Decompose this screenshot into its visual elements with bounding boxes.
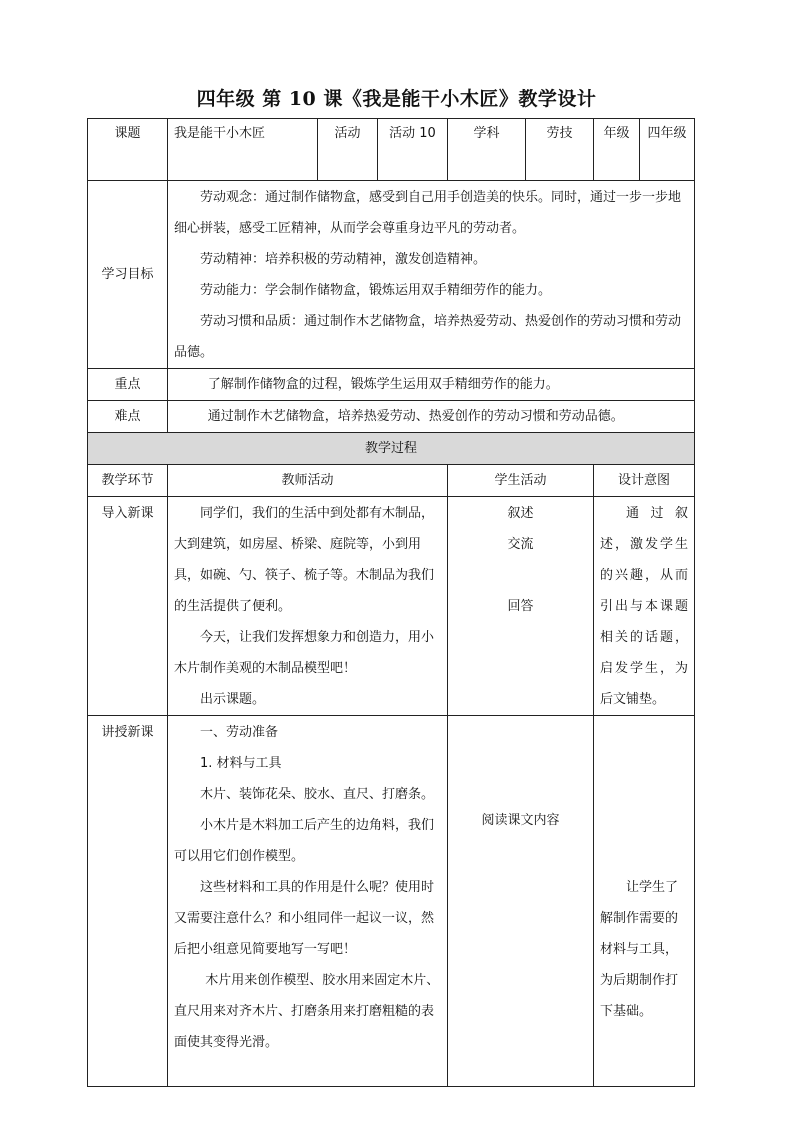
intro-teacher-paragraph: 今天，让我们发挥想象力和创造力，用小木片制作美观的木制品模型吧！: [174, 630, 435, 676]
lecture-stage: 讲授新课: [88, 716, 168, 1087]
lecture-teacher-paragraph: 这些材料和工具的作用是什么呢？使用时又需要注意什么？和小组同伴一起议一议，然后把小组意见简要地写一写吧！: [174, 880, 435, 957]
lecture-intent: [594, 716, 695, 1087]
key-point-label: 重点: [88, 369, 168, 401]
topic-value: 我是能干小木匠: [168, 119, 318, 181]
intro-intent-text: 通过叙述，激发学生的兴趣，从而引出与本课题相关的话题，启发学生，为后文铺垫。: [600, 506, 688, 707]
activity-value: 活动 10: [378, 119, 448, 181]
lecture-intent-text: 让学生了解制作需要的材料与工具，为后期制作打下基础。: [600, 880, 679, 1019]
grade-label: 年级: [594, 119, 640, 181]
intro-student-activity: 回答: [507, 599, 534, 614]
lesson-plan-table: [87, 118, 695, 1087]
difficulty-text: 通过制作木艺储物盒，培养热爱劳动、热爱创作的劳动习惯和劳动品德。: [207, 408, 624, 424]
objective-item: 劳动精神：培养积极的劳动精神，激发创造精神。: [200, 252, 487, 267]
process-header: 教学过程: [88, 433, 695, 465]
intro-intent: [594, 497, 695, 716]
grade-value: 四年级: [640, 119, 695, 181]
lecture-student: [448, 716, 594, 1087]
lecture-teacher-paragraph: 木片、装饰花朵、胶水、直尺、打磨条。: [200, 787, 435, 802]
key-point-text: 了解制作储物盒的过程，锻炼学生运用双手精细劳作的能力。: [207, 376, 559, 392]
lecture-teacher-paragraph: 小木片是木料加工后产生的边角料，我们可以用它们创作模型。: [174, 818, 435, 864]
column-header-stage: 教学环节: [88, 465, 168, 497]
column-header-teacher: 教师活动: [168, 465, 448, 497]
topic-label: 课题: [88, 119, 168, 181]
intro-stage: 导入新课: [88, 497, 168, 716]
objectives-text: [168, 181, 695, 369]
intro-student-activity: 交流: [507, 537, 534, 552]
document-title: 四年级 第 10 课《我是能干小木匠》教学设计: [196, 88, 597, 110]
lecture-teacher-paragraph: 木片用来创作模型、胶水用来固定木片、直尺用来对齐木片、打磨条用来打磨粗糙的表面使其变得光滑。: [174, 973, 440, 1050]
intro-teacher-paragraph: 出示课题。: [200, 692, 266, 707]
objectives-label: 学习目标: [88, 181, 168, 369]
difficulty-label: 难点: [88, 401, 168, 433]
objective-item: 劳动观念：通过制作储物盒，感受到自己用手创造美的快乐。同时，通过一步一步地细心拼装，感受工匠精神，从而学会尊重身边平凡的劳动者。: [174, 190, 682, 236]
activity-label: 活动: [318, 119, 378, 181]
intro-student: [448, 497, 594, 716]
subject-value: 劳技: [526, 119, 594, 181]
column-header-intent: 设计意图: [594, 465, 695, 497]
intro-teacher-paragraph: 同学们，我们的生活中到处都有木制品，大到建筑，如房屋、桥梁、庭院等，小到用具，如碗、勺、筷子、梳子等。木制品为我们的生活提供了便利。: [174, 506, 435, 614]
lecture-teacher: [168, 716, 448, 1087]
lecture-teacher-paragraph: 一、劳动准备: [200, 725, 279, 740]
column-header-student: 学生活动: [448, 465, 594, 497]
intro-teacher: [168, 497, 448, 716]
intro-student-activity: 叙述: [507, 506, 534, 521]
subject-label: 学科: [448, 119, 526, 181]
objective-item: 劳动习惯和品质：通过制作木艺储物盒，培养热爱劳动、热爱创作的劳动习惯和劳动品德。: [174, 314, 682, 360]
lecture-teacher-paragraph: 1. 材料与工具: [200, 756, 282, 771]
objective-item: 劳动能力：学会制作储物盒，锻炼运用双手精细劳作的能力。: [200, 283, 552, 298]
lecture-student-activity: 阅读课文内容: [481, 813, 560, 828]
